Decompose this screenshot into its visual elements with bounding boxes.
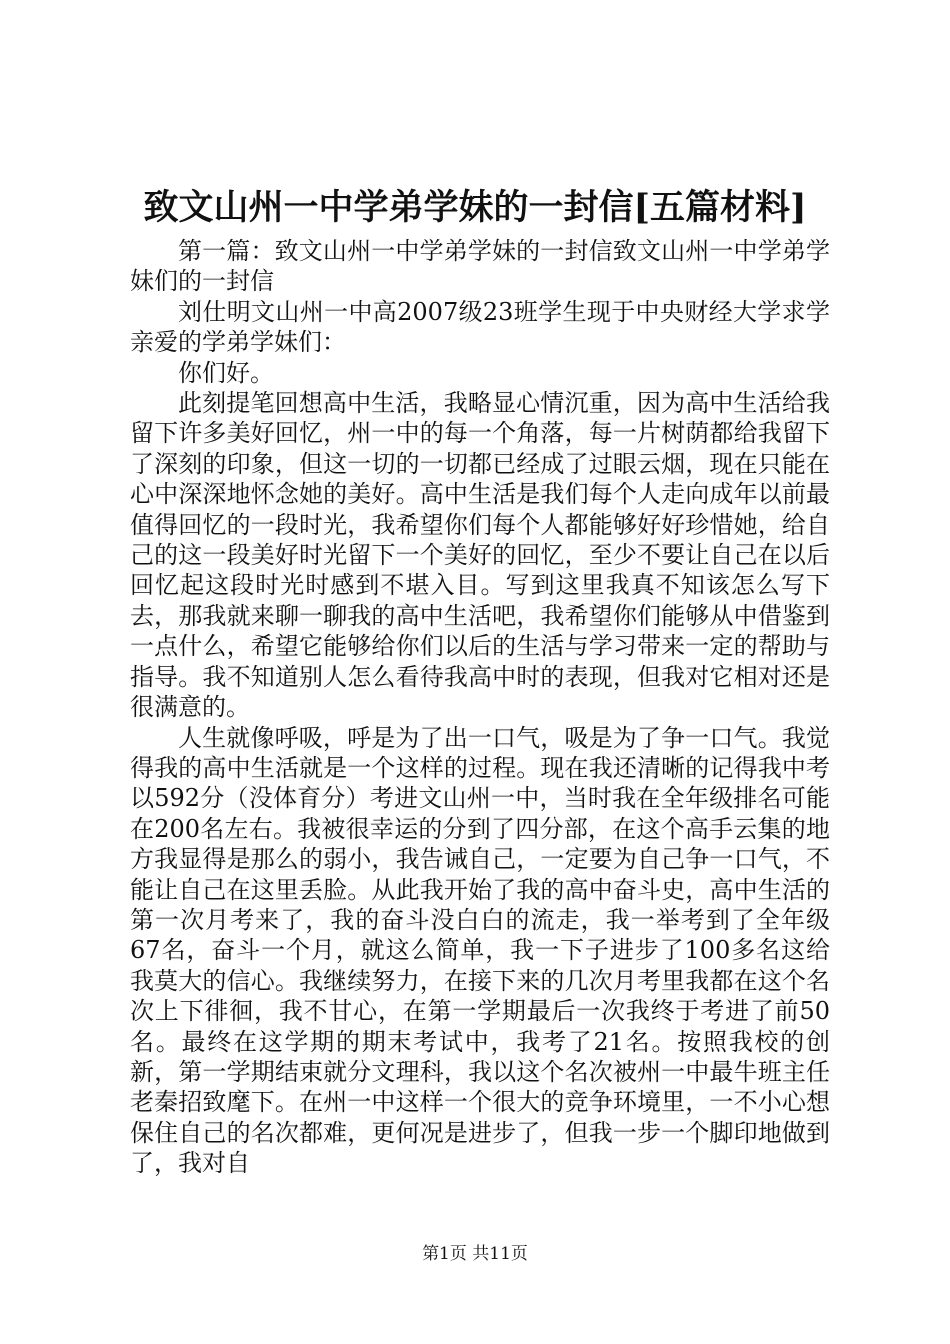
paragraph: 第一篇：致文山州一中学弟学妹的一封信致文山州一中学弟学妹们的一封信 — [130, 237, 830, 296]
paragraph: 刘仕明文山州一中高2007级23班学生现于中央财经大学求学亲爱的学弟学妹们： — [130, 297, 830, 357]
document-body — [130, 236, 830, 1179]
page-footer: 第1页 共11页 — [422, 1244, 528, 1264]
paragraph: 此刻提笔回想高中生活，我略显心情沉重，因为高中生活给我留下许多美好回忆，州一中的每一个角落，每一片树荫都给我留下了深刻的印象，但这一切的一切都已经成了过眼云烟，现在只能在心中深深地怀念她的美好。高中生活是我们每个人走向成年以前最值得回忆的一段时光，我希望你们每个人都能够好好珍惜她，给自己的这一段美好时光留下一个美好的回忆，至少不要让自己在以后回忆起这段时光时感到不堪入目。写到这里我真不知该怎么写下去，那我就来聊一聊我的高中生活吧，我希望你们能够从中借鉴到一点什么，希望它能够给你们以后的生活与学习带来一定的帮助与指导。我不知道别人怎么看待我高中时的表现，但我对它相对还是很满意的。 — [130, 389, 830, 722]
paragraph: 你们好。 — [178, 358, 274, 387]
document-title: 致文山州一中学弟学妹的一封信[五篇材料] — [143, 187, 807, 228]
paragraph: 人生就像呼吸，呼是为了出一口气，吸是为了争一口气。我觉得我的高中生活就是一个这样的过程。现在我还清晰的记得我中考以592分（没体育分）考进文山州一中，当时我在全年级排名可能在200名左右。我被很幸运的分到了四分部，在这个高手云集的地方我显得是那么的弱小，我告诫自己，一定要为自己争一口气，不能让自己在这里丢脸。从此我开始了我的高中奋斗史，高中生活的第一次月考来了，我的奋斗没白白的流走，我一举考到了全年级67名，奋斗一个月，就这么简单，我一下子进步了100多名这给我莫大的信心。我继续努力，在接下来的几次月考里我都在这个名次上下徘徊，我不甘心，在第一学期最后一次我终于考进了前50名。最终在这学期的期末考试中，我考了21名。按照我校的创新，第一学期结束就分文理科，我以这个名次被州一中最牛班主任老秦招致麾下。在州一中这样一个很大的竞争环境里，一不小心想保住自己的名次都难，更何况是进步了，但我一步一个脚印地做到了，我对自 — [130, 723, 830, 1178]
